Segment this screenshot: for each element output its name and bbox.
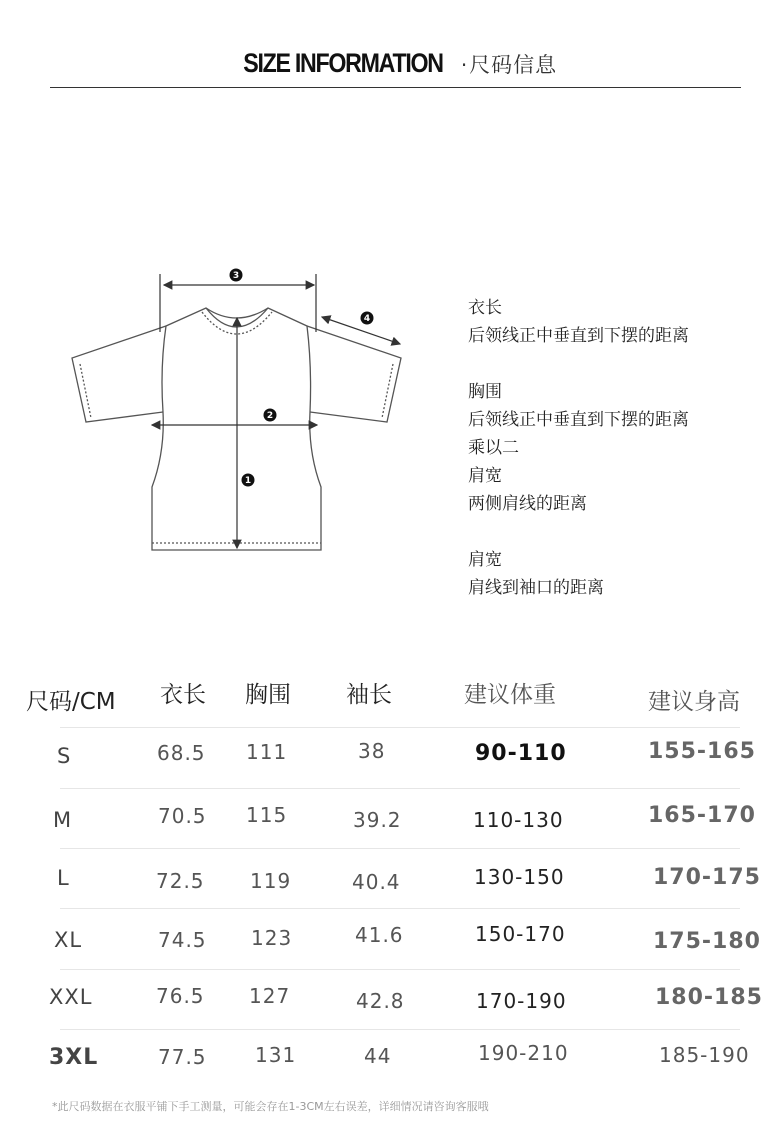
weight-cell: 190-210 <box>478 1041 569 1065</box>
sleeve-arrow <box>322 317 400 344</box>
row-divider <box>60 908 740 909</box>
weight-cell: 130-150 <box>474 865 565 889</box>
header-chest: 胸围 <box>245 682 291 708</box>
chest-cell: 119 <box>250 869 292 893</box>
row-divider <box>60 1029 740 1030</box>
title-separator: · <box>460 53 468 77</box>
length-cell: 72.5 <box>156 869 205 893</box>
length-cell: 70.5 <box>158 804 207 828</box>
chest-cell: 123 <box>251 926 293 950</box>
header-divider <box>50 87 741 88</box>
header-height: 建议身高 <box>648 689 740 715</box>
measurement-footnote: *此尺码数据在衣服平铺下手工测量，可能会存在1-3CM左右误差，详细情况请咨询客服哦 <box>52 1100 489 1113</box>
size-cell: 3XL <box>49 1045 99 1070</box>
chest-cell: 115 <box>246 803 288 827</box>
tshirt-diagram <box>60 262 420 562</box>
row-divider <box>60 848 740 849</box>
shoulder-text: 两侧肩线的距离 <box>468 494 587 514</box>
length-cell: 77.5 <box>158 1045 207 1069</box>
chest-cell: 127 <box>249 984 291 1008</box>
size-cell: M <box>53 808 73 832</box>
sleeve-cell: 44 <box>364 1044 392 1068</box>
page-header <box>0 48 784 79</box>
height-cell: 180-185 <box>655 985 763 1010</box>
length-text: 后领线正中垂直到下摆的距离 <box>468 326 689 346</box>
length-cell: 68.5 <box>157 741 206 765</box>
marker-1: 1 <box>244 476 252 486</box>
sleeve-cell: 40.4 <box>352 870 401 894</box>
marker-2: 2 <box>266 411 274 421</box>
chest-cell: 131 <box>255 1043 297 1067</box>
title-en: SIZE INFORMATION <box>243 48 443 78</box>
sleeve-text: 肩线到袖口的距离 <box>468 578 604 598</box>
sleeve-cell: 41.6 <box>355 923 404 947</box>
shoulder-title: 肩宽 <box>468 466 502 486</box>
row-divider <box>60 727 740 728</box>
row-divider <box>60 969 740 970</box>
sleeve-cell: 38 <box>358 739 386 763</box>
header-sleeve: 袖长 <box>346 682 392 708</box>
weight-cell: 170-190 <box>476 989 567 1013</box>
row-divider <box>60 788 740 789</box>
weight-cell: 90-110 <box>475 741 567 766</box>
title-cn: 尺码信息 <box>469 53 558 77</box>
chest-text-2: 乘以二 <box>468 438 519 458</box>
height-cell: 155-165 <box>648 739 756 764</box>
chest-cell: 111 <box>246 740 288 764</box>
sleeve-cell: 42.8 <box>356 989 405 1013</box>
sleeve-cell: 39.2 <box>353 808 402 832</box>
measure-markers <box>230 269 374 487</box>
header-weight: 建议体重 <box>464 682 556 708</box>
height-cell: 175-180 <box>653 929 761 954</box>
weight-cell: 150-170 <box>475 922 566 946</box>
marker-4: 4 <box>363 314 371 324</box>
size-cell: S <box>57 744 72 768</box>
chest-title: 胸围 <box>468 382 502 402</box>
weight-cell: 110-130 <box>473 808 564 832</box>
marker-3: 3 <box>232 271 240 281</box>
sleeve-title: 肩宽 <box>468 550 502 570</box>
size-cell: XL <box>54 928 83 952</box>
size-cell: XXL <box>49 985 93 1009</box>
height-cell: 170-175 <box>653 865 761 890</box>
header-length: 衣长 <box>160 682 206 708</box>
size-cell: L <box>57 866 70 890</box>
length-cell: 76.5 <box>156 984 205 1008</box>
measurement-descriptions <box>468 294 689 602</box>
height-cell: 165-170 <box>648 803 756 828</box>
height-cell: 185-190 <box>659 1043 750 1067</box>
chest-text: 后领线正中垂直到下摆的距离 <box>468 410 689 430</box>
header-size: 尺码/CM <box>26 689 116 715</box>
length-title: 衣长 <box>468 298 502 318</box>
length-cell: 74.5 <box>158 928 207 952</box>
